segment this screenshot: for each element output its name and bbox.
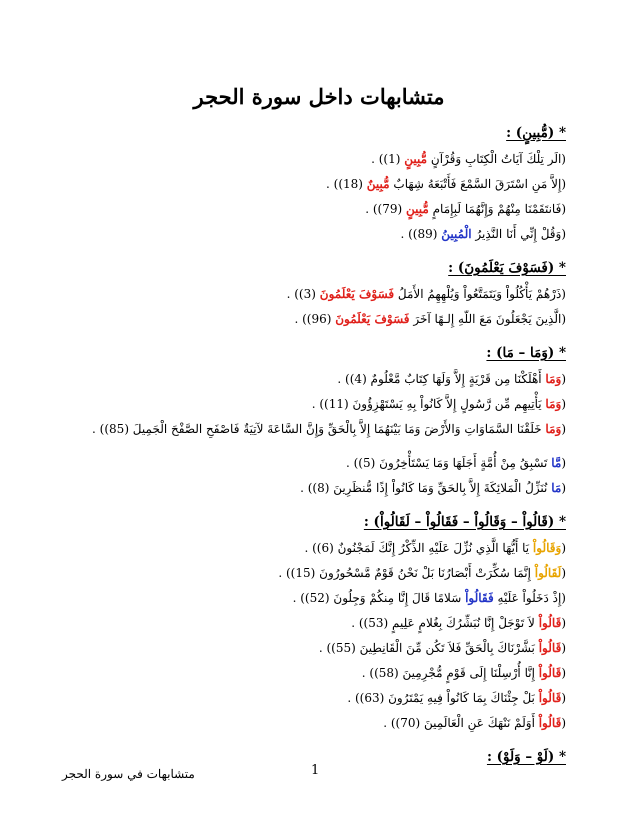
verse-text: خَلَقْنَا السَّمَاوَاتِ وَالأَرْضَ وَمَا بَيْنَهُمَا إِلاَّ بِالْحَقِّ وَإِنَّ السَّاعَةَ لآتِيَةٌ فَاصْفَحِ الصَّفْحَ الْجَمِيلَ (85)) . [92, 422, 546, 436]
highlighted-word: وَمَا [545, 422, 562, 436]
page-title: متشابهات داخل سورة الحجر [193, 84, 445, 109]
highlighted-word: وَقَالُواْ [532, 541, 562, 555]
verse-line [66, 536, 566, 561]
highlighted-word: فَسَوْفَ يَعْلَمُونَ [335, 312, 410, 326]
verse-text: بَلْ جِئْنَاكَ بِمَا كَانُواْ فِيهِ يَمْتَرُونَ (63)) . [347, 691, 539, 705]
highlighted-word: قَالُواْ [538, 616, 562, 630]
verse-line [66, 417, 566, 442]
verse-text: سَلامًا قَالَ إِنَّا مِنكُمْ وَجِلُونَ (52)) . [292, 591, 466, 605]
verse-line [66, 661, 566, 686]
highlighted-word: لَقَالُواْ [534, 566, 562, 580]
highlighted-word: فَقَالُواْ [465, 591, 494, 605]
verse-line [66, 392, 566, 417]
verse-text: (ذَرْهُمْ يَأْكُلُواْ وَيَتَمَتَّعُواْ وَيُلْهِهِمُ الأَمَلُ [394, 287, 566, 301]
verse-group [66, 147, 566, 247]
page-number: 1 [311, 763, 320, 778]
highlighted-word: فَسَوْفَ يَعْلَمُونَ [319, 287, 395, 301]
verse-text: ( [561, 481, 566, 495]
verse-text: (96)) . [294, 312, 336, 326]
verse-text: ( [561, 372, 566, 386]
section [66, 344, 566, 501]
verse-line [66, 636, 566, 661]
verse-text: بَشَّرْنَاكَ بِالْحَقِّ فَلاَ تَكُن مِّنَ الْقَانِطِينَ (55)) . [318, 641, 539, 655]
verse-text: ( [561, 397, 566, 411]
verse-text: (3)) . [286, 287, 320, 301]
verse-text: (18)) . [326, 177, 367, 191]
section-header-text: * (قَالُواْ – وَقَالُواْ – فَقَالُواْ – لَقَالُواْ) : [363, 514, 566, 530]
section-header-text: * (فَسَوْفَ يَعْلَمُونَ) : [448, 260, 566, 276]
verse-text: (وَقُلْ إِنِّي أَنَا النَّذِيرُ [471, 227, 566, 241]
highlighted-word: مُّبِينٍ [404, 152, 428, 166]
section [66, 513, 566, 736]
verse-text: تَسْبِقُ مِنْ أُمَّةٍ أَجَلَهَا وَمَا يَسْتَأْخِرُونَ (5)) . [346, 456, 552, 470]
verse-text: يَأْتِيهِم مِّن رَّسُولٍ إِلاَّ كَانُواْ بِهِ يَسْتَهْزِؤُونَ (11)) . [311, 397, 546, 411]
section-header [66, 259, 566, 278]
highlighted-word: قَالُواْ [538, 641, 562, 655]
verse-text: أَوَلَمْ نَنْهَكَ عَنِ الْعَالَمِينَ (70)) . [383, 716, 539, 730]
verse-line [66, 222, 566, 247]
highlighted-word: مُّبِينٌ [366, 177, 390, 191]
verse-line [66, 451, 566, 476]
verse-text: ( [561, 691, 566, 705]
highlighted-word: وَمَا [545, 372, 562, 386]
highlighted-word: الْمُبِينُ [441, 227, 472, 241]
section [66, 259, 566, 332]
verse-text: (الَّذِينَ يَجْعَلُونَ مَعَ اللّهِ إِلـهًا آخَرَ [409, 312, 566, 326]
section-header-text: * (مُّبِينٍ) : [506, 125, 566, 141]
verse-text: ( [561, 541, 566, 555]
highlighted-word: قَالُواْ [538, 666, 562, 680]
verse-text: ( [561, 716, 566, 730]
verse-line [66, 172, 566, 197]
verse-text: ( [561, 422, 566, 436]
verse-group [66, 536, 566, 736]
verse-text: يَا أَيُّهَا الَّذِي نُزِّلَ عَلَيْهِ الذِّكْرُ إِنَّكَ لَمَجْنُونٌ (6)) . [304, 541, 533, 555]
verse-line [66, 586, 566, 611]
document-body [66, 124, 566, 779]
verse-text: (89)) . [400, 227, 442, 241]
verse-text: ( [561, 641, 566, 655]
verse-text: ( [561, 666, 566, 680]
verse-line [66, 147, 566, 172]
section-header-text: * (لَوْ – وَلَوْ) : [486, 749, 566, 765]
verse-group [66, 451, 566, 501]
verse-line [66, 611, 566, 636]
verse-text: (79)) . [365, 202, 406, 216]
verse-text: (فَانتَقَمْنَا مِنْهُمْ وَإِنَّهُمَا لَبِإِمَامٍ [428, 202, 566, 216]
verse-line [66, 307, 566, 332]
section [66, 124, 566, 247]
highlighted-word: قَالُواْ [538, 691, 562, 705]
footer-document-name: متشابهات في سورة الحجر [62, 767, 195, 781]
section-header [66, 513, 566, 532]
verse-text: إِنَّمَا سُكِّرَتْ أَبْصَارُنَا بَلْ نَحْنُ قَوْمٌ مَّسْحُورُونَ (15)) . [278, 566, 535, 580]
verse-line [66, 476, 566, 501]
verse-line [66, 686, 566, 711]
section-header-text: * (وَمَا – مَا) : [486, 345, 566, 361]
verse-text: ( [561, 566, 566, 580]
verse-text: (1)) . [371, 152, 405, 166]
verse-text: ( [561, 616, 566, 630]
highlighted-word: مُّبِينٍ [406, 202, 429, 216]
verse-text: (الَر تِلْكَ آيَاتُ الْكِتَابِ وَقُرْآنٍ [427, 152, 566, 166]
verse-text: نُنَزِّلُ الْمَلائِكَةَ إِلاَّ بِالحَقِّ وَمَا كَانُواْ إِذًا مُّنظَرِينَ (8)) . [300, 481, 552, 495]
verse-text: إِنَّا أُرْسِلْنَا إِلَى قَوْمٍ مُّجْرِمِينَ (58)) . [361, 666, 539, 680]
verse-line [66, 711, 566, 736]
verse-text: أَهْلَكْنَا مِن قَرْيَةٍ إِلاَّ وَلَهَا كِتَابٌ مَّعْلُومٌ (4)) . [337, 372, 546, 386]
section-header [66, 344, 566, 363]
highlighted-word: مَا [551, 481, 562, 495]
highlighted-word: قَالُواْ [538, 716, 562, 730]
verse-text: (إِذْ دَخَلُواْ عَلَيْهِ [493, 591, 566, 605]
verse-text: ( [561, 456, 566, 470]
verse-line [66, 561, 566, 586]
section-header [66, 124, 566, 143]
verse-text: (إِلاَّ مَنِ اسْتَرَقَ السَّمْعَ فَأَتْبَعَهُ شِهَابٌ [389, 177, 566, 191]
highlighted-word: وَمَا [545, 397, 562, 411]
verse-line [66, 367, 566, 392]
verse-text: لاَ تَوْجَلْ إِنَّا نُبَشِّرُكَ بِغُلامٍ عَلِيمٍ (53)) . [351, 616, 539, 630]
verse-group [66, 367, 566, 442]
verse-line [66, 197, 566, 222]
verse-group [66, 282, 566, 332]
highlighted-word: مَّا [551, 456, 562, 470]
verse-line [66, 282, 566, 307]
